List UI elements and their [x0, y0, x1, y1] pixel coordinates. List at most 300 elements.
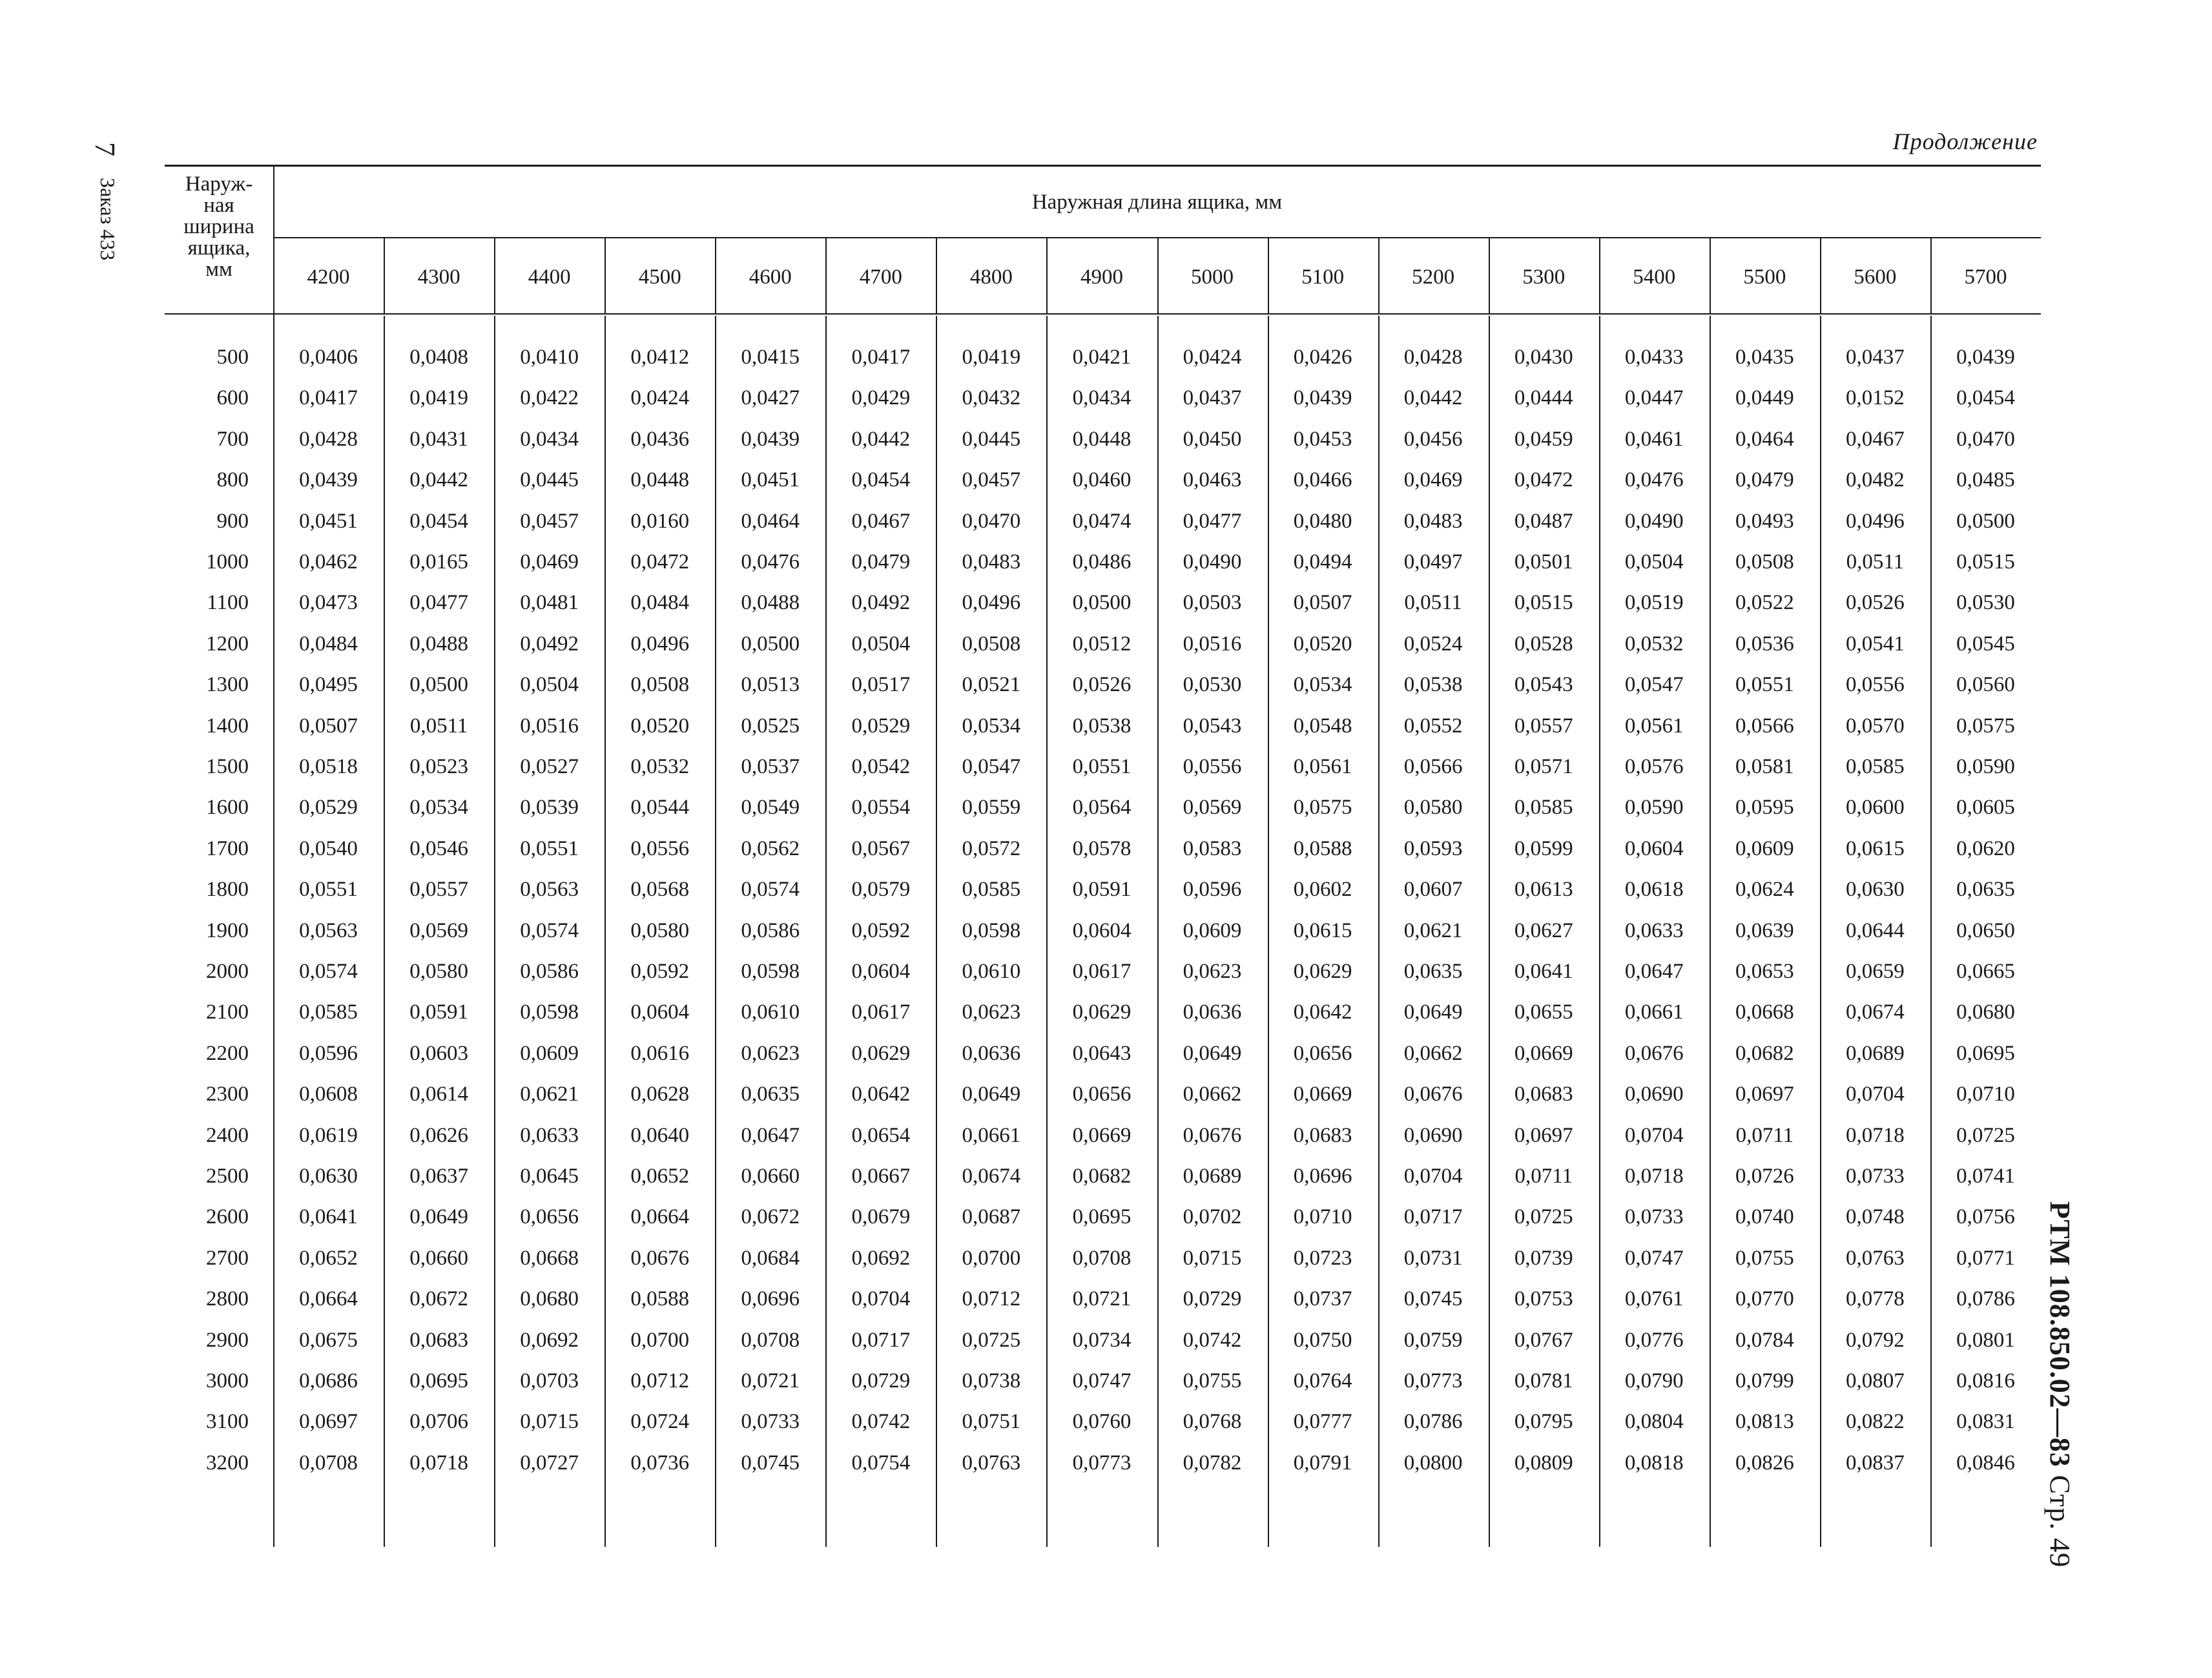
table-cell: 0,0500: [409, 673, 468, 697]
table-cell: 0,0679: [851, 1205, 911, 1229]
table-cell: 0,0724: [630, 1410, 690, 1434]
table-cell: 0,0540: [299, 836, 358, 860]
table-cell: 0,0447: [1624, 386, 1684, 410]
table-cell: 0,0504: [851, 632, 911, 656]
table-cell: 0,0633: [1624, 918, 1684, 942]
table-cell: 0,0604: [1624, 836, 1684, 860]
table-cell: 0,0563: [520, 878, 579, 902]
table-cell: 0,0472: [630, 550, 690, 574]
table-cell: 0,0725: [1514, 1205, 1573, 1229]
table-cell: 0,0561: [1293, 755, 1352, 778]
table-cell: 0,0417: [851, 346, 911, 369]
table-cell: 0,0700: [962, 1246, 1021, 1270]
table-cell: 0,0412: [630, 346, 690, 369]
row-width-label: 2800: [206, 1287, 249, 1311]
table-cell: 0,0590: [1956, 755, 2015, 778]
table-cell: 0,0745: [741, 1451, 800, 1475]
table-cell: 0,0165: [409, 550, 468, 574]
table-cell: 0,0580: [1403, 796, 1463, 820]
row-width-label: 600: [216, 386, 249, 410]
table-cell: 0,0729: [1183, 1287, 1242, 1311]
table-cell: 0,0637: [409, 1165, 468, 1188]
table-cell: 0,0469: [1403, 468, 1463, 492]
table-cell: 0,0456: [1403, 427, 1463, 451]
table-cell: 0,0800: [1403, 1451, 1463, 1475]
column-header: 4700: [859, 265, 902, 289]
table-cell: 0,0668: [520, 1246, 579, 1270]
table-cell: 0,0690: [1403, 1123, 1463, 1147]
table-cell: 0,0439: [1956, 346, 2015, 369]
table-cell: 0,0686: [299, 1369, 358, 1393]
table-cell: 0,0538: [1403, 673, 1463, 697]
table-cell: 0,0696: [741, 1287, 800, 1311]
table-cell: 0,0768: [1183, 1410, 1242, 1434]
table-cell: 0,0524: [1403, 632, 1463, 656]
table-cell: 0,0727: [520, 1451, 579, 1475]
table-cell: 0,0659: [1846, 960, 1905, 983]
table-cell: 0,0442: [1403, 386, 1463, 410]
table-cell: 0,0831: [1956, 1410, 2015, 1434]
table-cell: 0,0439: [299, 468, 358, 492]
table-cell: 0,0837: [1846, 1451, 1905, 1475]
table-cell: 0,0460: [1072, 468, 1132, 492]
table-cell: 0,0755: [1183, 1369, 1242, 1393]
table-cell: 0,0428: [1403, 346, 1463, 369]
table-cell: 0,0551: [520, 836, 579, 860]
table-cell: 0,0708: [299, 1451, 358, 1475]
table-cell: 0,0676: [1624, 1041, 1684, 1065]
table-cell: 0,0574: [741, 878, 800, 902]
table-cell: 0,0537: [741, 755, 800, 778]
column-header: 5000: [1191, 265, 1234, 289]
table-cell: 0,0710: [1293, 1205, 1352, 1229]
row-width-label: 1500: [206, 755, 249, 778]
table-cell: 0,0536: [1735, 632, 1794, 656]
row-width-label: 900: [216, 509, 249, 533]
page-number: 7: [89, 142, 121, 156]
table-cell: 0,0593: [1403, 836, 1463, 860]
table-cell: 0,0717: [851, 1328, 911, 1352]
table-cell: 0,0585: [299, 1000, 358, 1024]
table-cell: 0,0459: [1514, 427, 1573, 451]
table-cell: 0,0511: [1404, 591, 1462, 615]
table-cell: 0,0721: [741, 1369, 800, 1393]
table-cell: 0,0503: [1183, 591, 1242, 615]
table-cell: 0,0439: [1293, 386, 1352, 410]
table-cell: 0,0492: [851, 591, 911, 615]
table-cell: 0,0692: [520, 1328, 579, 1352]
table-cell: 0,0674: [962, 1165, 1021, 1188]
table-cell: 0,0603: [409, 1041, 468, 1065]
table-cell: 0,0445: [520, 468, 579, 492]
row-width-label: 1600: [206, 796, 249, 820]
table-cell: 0,0463: [1183, 468, 1242, 492]
table-cell: 0,0623: [741, 1041, 800, 1065]
table-cell: 0,0759: [1403, 1328, 1463, 1352]
table-cell: 0,0711: [1514, 1165, 1573, 1188]
table-cell: 0,0662: [1403, 1041, 1463, 1065]
table-cell: 0,0580: [630, 918, 690, 942]
table-cell: 0,0477: [1183, 509, 1242, 533]
table-cell: 0,0473: [299, 591, 358, 615]
table-cell: 0,0585: [962, 878, 1021, 902]
table-cell: 0,0585: [1846, 755, 1905, 778]
table-cell: 0,0770: [1735, 1287, 1794, 1311]
table-cell: 0,0516: [520, 714, 579, 738]
table-cell: 0,0704: [1846, 1082, 1905, 1106]
table-cell: 0,0777: [1293, 1410, 1352, 1434]
table-cell: 0,0511: [409, 714, 468, 738]
table-cell: 0,0526: [1072, 673, 1132, 697]
table-cell: 0,0689: [1846, 1041, 1905, 1065]
table-cell: 0,0695: [1956, 1041, 2015, 1065]
table-cell: 0,0639: [1735, 918, 1794, 942]
table-cell: 0,0424: [630, 386, 690, 410]
table-cell: 0,0764: [1293, 1369, 1352, 1393]
table-cell: 0,0604: [851, 960, 911, 983]
table-cell: 0,0576: [1624, 755, 1684, 778]
table-cell: 0,0704: [851, 1287, 911, 1311]
table-cell: 0,0786: [1956, 1287, 2015, 1311]
row-width-label: 2100: [206, 1000, 249, 1024]
table-cell: 0,0771: [1956, 1246, 2015, 1270]
table-cell: 0,0656: [520, 1205, 579, 1229]
column-header: 5700: [1964, 265, 2007, 289]
table-cell: 0,0496: [962, 591, 1021, 615]
table-cell: 0,0529: [299, 796, 358, 820]
table-cell: 0,0570: [1846, 714, 1905, 738]
table-cell: 0,0733: [741, 1410, 800, 1434]
table-cell: 0,0508: [962, 632, 1021, 656]
table-top-rule: [165, 165, 2041, 167]
table-cell: 0,0528: [1514, 632, 1573, 656]
table-cell: 0,0457: [962, 468, 1021, 492]
table-cell: 0,0469: [520, 550, 579, 574]
row-header-width: Наруж- ная ширина ящика, мм: [183, 172, 254, 281]
table-cell: 0,0462: [299, 550, 358, 574]
table-cell: 0,0697: [1735, 1082, 1794, 1106]
table-cell: 0,0624: [1735, 878, 1794, 902]
table-cell: 0,0715: [1183, 1246, 1242, 1270]
table-cell: 0,0453: [1293, 427, 1352, 451]
table-cell: 0,0617: [851, 1000, 911, 1024]
table-cell: 0,0406: [299, 346, 358, 369]
table-cell: 0,0476: [1624, 468, 1684, 492]
table-cell: 0,0672: [409, 1287, 468, 1311]
column-header: 4900: [1080, 265, 1123, 289]
table-cell: 0,0623: [1183, 960, 1242, 983]
table-cell: 0,0712: [962, 1287, 1021, 1311]
table-cell: 0,0614: [409, 1082, 468, 1106]
table-cell: 0,0488: [741, 591, 800, 615]
column-header: 5300: [1522, 265, 1566, 289]
table-cell: 0,0598: [741, 960, 800, 983]
table-cell: 0,0621: [1403, 918, 1463, 942]
table-cell: 0,0619: [299, 1123, 358, 1147]
table-cell: 0,0476: [741, 550, 800, 574]
table-cell: 0,0539: [520, 796, 579, 820]
table-cell: 0,0684: [741, 1246, 800, 1270]
table-cell: 0,0682: [1072, 1165, 1132, 1188]
table-cell: 0,0496: [630, 632, 690, 656]
table-cell: 0,0669: [1514, 1041, 1573, 1065]
table-cell: 0,0661: [962, 1123, 1021, 1147]
table-cell: 0,0687: [962, 1205, 1021, 1229]
table-cell: 0,0816: [1956, 1369, 2015, 1393]
table-cell: 0,0492: [520, 632, 579, 656]
table-cell: 0,0604: [1072, 918, 1132, 942]
table-cell: 0,0557: [409, 878, 468, 902]
table-cell: 0,0586: [520, 960, 579, 983]
table-cell: 0,0562: [741, 836, 800, 860]
table-cell: 0,0464: [741, 509, 800, 533]
table-cell: 0,0556: [1183, 755, 1242, 778]
table-cell: 0,0543: [1514, 673, 1573, 697]
table-cell: 0,0569: [1183, 796, 1242, 820]
table-cell: 0,0731: [1403, 1246, 1463, 1270]
table-cell: 0,0660: [409, 1246, 468, 1270]
table-cell: 0,0598: [520, 1000, 579, 1024]
table-cell: 0,0561: [1624, 714, 1684, 738]
table-cell: 0,0541: [1846, 632, 1905, 656]
table-cell: 0,0781: [1514, 1369, 1573, 1393]
table-cell: 0,0623: [962, 1000, 1021, 1024]
table-cell: 0,0572: [962, 836, 1021, 860]
row-width-label: 1900: [206, 918, 249, 942]
table-cell: 0,0629: [1293, 960, 1352, 983]
table-cell: 0,0804: [1624, 1410, 1684, 1434]
table-cell: 0,0630: [1846, 878, 1905, 902]
table-cell: 0,0633: [520, 1123, 579, 1147]
table-cell: 0,0527: [520, 755, 579, 778]
table-cell: 0,0750: [1293, 1328, 1352, 1352]
table-cell: 0,0636: [1183, 1000, 1242, 1024]
table-cell: 0,0738: [962, 1369, 1021, 1393]
table-cell: 0,0466: [1293, 468, 1352, 492]
table-cell: 0,0525: [741, 714, 800, 738]
table-cell: 0,0621: [520, 1082, 579, 1106]
table-cell: 0,0529: [851, 714, 911, 738]
table-cell: 0,0635: [741, 1082, 800, 1106]
table-cell: 0,0755: [1735, 1246, 1794, 1270]
table-cell: 0,0653: [1735, 960, 1794, 983]
table-cell: 0,0676: [630, 1246, 690, 1270]
table-cell: 0,0551: [1735, 673, 1794, 697]
table-cell: 0,0543: [1183, 714, 1242, 738]
table-cell: 0,0733: [1624, 1205, 1684, 1229]
table-cell: 0,0742: [851, 1410, 911, 1434]
table-cell: 0,0649: [962, 1082, 1021, 1106]
table-cell: 0,0704: [1403, 1165, 1463, 1188]
table-cell: 0,0454: [851, 468, 911, 492]
column-header: 5500: [1743, 265, 1786, 289]
table-cell: 0,0790: [1624, 1369, 1684, 1393]
continuation-label: Продолжение: [1892, 129, 2038, 154]
table-cell: 0,0512: [1072, 632, 1132, 656]
table-cell: 0,0748: [1846, 1205, 1905, 1229]
table-cell: 0,0763: [962, 1451, 1021, 1475]
table-cell: 0,0674: [1846, 1000, 1905, 1024]
table-cell: 0,0507: [299, 714, 358, 738]
table-cell: 0,0488: [409, 632, 468, 656]
table-cell: 0,0518: [299, 755, 358, 778]
table-cell: 0,0481: [520, 591, 579, 615]
table-cell: 0,0760: [1072, 1410, 1132, 1434]
table-cell: 0,0645: [520, 1165, 579, 1188]
table-cell: 0,0813: [1735, 1410, 1794, 1434]
table-cell: 0,0669: [1072, 1123, 1132, 1147]
table-cell: 0,0786: [1403, 1410, 1463, 1434]
table-cell: 0,0656: [1072, 1082, 1132, 1106]
table-cell: 0,0568: [630, 878, 690, 902]
table-cell: 0,0586: [741, 918, 800, 942]
table-cell: 0,0712: [630, 1369, 690, 1393]
table-cell: 0,0467: [1846, 427, 1905, 451]
table-cell: 0,0609: [1183, 918, 1242, 942]
table-cell: 0,0763: [1846, 1246, 1905, 1270]
table-cell: 0,0605: [1956, 796, 2015, 820]
table-cell: 0,0522: [1735, 591, 1794, 615]
table-cell: 0,0434: [520, 427, 579, 451]
table-cell: 0,0517: [851, 673, 911, 697]
table-cell: 0,0642: [1293, 1000, 1352, 1024]
table-cell: 0,0534: [962, 714, 1021, 738]
row-width-label: 2400: [206, 1123, 249, 1147]
table-cell: 0,0526: [1846, 591, 1905, 615]
table-cell: 0,0500: [741, 632, 800, 656]
table-cell: 0,0574: [520, 918, 579, 942]
table-cell: 0,0442: [409, 468, 468, 492]
table-cell: 0,0635: [1956, 878, 2015, 902]
table-cell: 0,0560: [1956, 673, 2015, 697]
table-cell: 0,0566: [1735, 714, 1794, 738]
column-header: 5100: [1301, 265, 1345, 289]
row-width-label: 3100: [206, 1410, 249, 1434]
table-cell: 0,0799: [1735, 1369, 1794, 1393]
table-cell: 0,0643: [1072, 1041, 1132, 1065]
table-cell: 0,0682: [1735, 1041, 1794, 1065]
table-cell: 0,0669: [1293, 1082, 1352, 1106]
table-cell: 0,0549: [741, 796, 800, 820]
table-cell: 0,0809: [1514, 1451, 1573, 1475]
table-cell: 0,0487: [1514, 509, 1573, 533]
table-cell: 0,0497: [1403, 550, 1463, 574]
table-cell: 0,0706: [409, 1410, 468, 1434]
table-cell: 0,0480: [1293, 509, 1352, 533]
table-cell: 0,0451: [299, 509, 358, 533]
row-width-label: 2900: [206, 1328, 249, 1352]
table-cell: 0,0501: [1514, 550, 1573, 574]
table-cell: 0,0795: [1514, 1410, 1573, 1434]
table-cell: 0,0454: [1956, 386, 2015, 410]
table-cell: 0,0676: [1403, 1082, 1463, 1106]
table-cell: 0,0490: [1183, 550, 1242, 574]
table-cell: 0,0782: [1183, 1451, 1242, 1475]
table-cell: 0,0433: [1624, 346, 1684, 369]
table-cell: 0,0588: [1293, 836, 1352, 860]
table-cell: 0,0437: [1846, 346, 1905, 369]
table-cell: 0,0626: [409, 1123, 468, 1147]
table-cell: 0,0654: [851, 1123, 911, 1147]
table-cell: 0,0649: [1403, 1000, 1463, 1024]
table-cell: 0,0520: [1293, 632, 1352, 656]
table-cell: 0,0846: [1956, 1451, 2015, 1475]
table-cell: 0,0530: [1956, 591, 2015, 615]
row-width-label: 1000: [206, 550, 249, 574]
table-cell: 0,0773: [1403, 1369, 1463, 1393]
table-cell: 0,0610: [962, 960, 1021, 983]
table-cell: 0,0607: [1403, 878, 1463, 902]
table-cell: 0,0711: [1735, 1123, 1794, 1147]
table-cell: 0,0747: [1624, 1246, 1684, 1270]
table-cell: 0,0718: [1624, 1165, 1684, 1188]
row-width-label: 1700: [206, 836, 249, 860]
row-width-label: 1400: [206, 714, 249, 738]
table-cell: 0,0591: [409, 1000, 468, 1024]
table-cell: 0,0479: [1735, 468, 1794, 492]
table-cell: 0,0602: [1293, 878, 1352, 902]
table-cell: 0,0546: [409, 836, 468, 860]
table-cell: 0,0608: [299, 1082, 358, 1106]
table-cell: 0,0559: [962, 796, 1021, 820]
table-cell: 0,0448: [1072, 427, 1132, 451]
table-cell: 0,0718: [1846, 1123, 1905, 1147]
table-cell: 0,0507: [1293, 591, 1352, 615]
table-cell: 0,0504: [1624, 550, 1684, 574]
table-cell: 0,0680: [520, 1287, 579, 1311]
table-cell: 0,0472: [1514, 468, 1573, 492]
table-cell: 0,0580: [409, 960, 468, 983]
table-cell: 0,0152: [1846, 386, 1905, 410]
table-cell: 0,0640: [630, 1123, 690, 1147]
table-cell: 0,0432: [962, 386, 1021, 410]
table-cell: 0,0508: [630, 673, 690, 697]
table-cell: 0,0649: [1183, 1041, 1242, 1065]
table-cell: 0,0532: [630, 755, 690, 778]
table-cell: 0,0581: [1735, 755, 1794, 778]
table-cell: 0,0448: [630, 468, 690, 492]
table-cell: 0,0695: [409, 1369, 468, 1393]
table-cell: 0,0822: [1846, 1410, 1905, 1434]
table-cell: 0,0644: [1846, 918, 1905, 942]
table-cell: 0,0424: [1183, 346, 1242, 369]
table-cell: 0,0818: [1624, 1451, 1684, 1475]
table-cell: 0,0467: [851, 509, 911, 533]
table-cell: 0,0426: [1293, 346, 1352, 369]
table-cell: 0,0538: [1072, 714, 1132, 738]
table-cell: 0,0470: [1956, 427, 2015, 451]
table-cell: 0,0544: [630, 796, 690, 820]
table-cell: 0,0575: [1293, 796, 1352, 820]
table-cell: 0,0615: [1293, 918, 1352, 942]
table-cell: 0,0668: [1735, 1000, 1794, 1024]
row-width-label: 2200: [206, 1041, 249, 1065]
row-width-label: 2000: [206, 960, 249, 983]
column-header: 4500: [638, 265, 681, 289]
table-cell: 0,0430: [1514, 346, 1573, 369]
table-cell: 0,0660: [741, 1165, 800, 1188]
table-cell: 0,0551: [299, 878, 358, 902]
table-cell: 0,0408: [409, 346, 468, 369]
table-cell: 0,0569: [409, 918, 468, 942]
table-cell: 0,0683: [409, 1328, 468, 1352]
table-cell: 0,0661: [1624, 1000, 1684, 1024]
row-width-label: 2600: [206, 1205, 249, 1229]
table-cell: 0,0571: [1514, 755, 1573, 778]
table-cell: 0,0431: [409, 427, 468, 451]
table-cell: 0,0547: [1624, 673, 1684, 697]
row-width-label: 2300: [206, 1082, 249, 1106]
